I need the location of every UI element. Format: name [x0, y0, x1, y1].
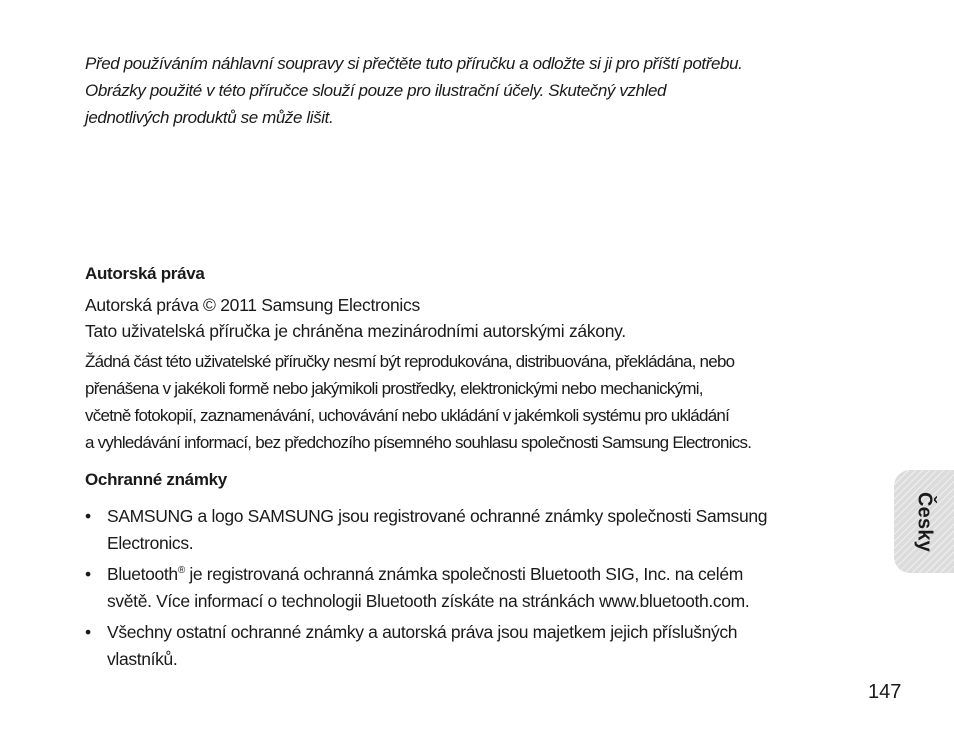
registered-mark: ® [177, 565, 185, 576]
intro-note [85, 50, 905, 131]
paragraph-line: Žádná část této uživatelské příručky nesmí být reprodukována, distribuována, překládána, nebo [85, 352, 735, 371]
copyright-notice: Autorská práva © 2011 Samsung Electronics [85, 295, 420, 315]
language-tab [894, 470, 954, 573]
copyright-law-statement: Tato uživatelská příručka je chráněna mezinárodními autorskými zákony. [85, 321, 626, 341]
language-tab-label: Česky [913, 491, 936, 552]
intro-line: jednotlivých produktů se může lišit. [85, 108, 334, 127]
item-line: Electronics. [107, 533, 194, 553]
page-number: 147 [868, 681, 902, 703]
item-line [107, 561, 875, 588]
copyright-paragraph [85, 348, 885, 456]
paragraph-line: včetně fotokopií, zaznamenávání, uchovávání nebo ukládání v jakémkoli systému pro ukládání [85, 406, 730, 425]
item-line: světě. Více informací o technologii Bluetooth získáte na stránkách www.bluetooth.com. [107, 591, 750, 611]
copyright-heading: Autorská práva [85, 264, 205, 283]
list-item [85, 619, 875, 673]
intro-line: Obrázky použité v této příručce slouží pouze pro ilustrační účely. Skutečný vzhled [85, 81, 667, 100]
list-item [85, 503, 875, 557]
paragraph-line: přenášena v jakékoli formě nebo jakýmikoli prostředky, elektronickými nebo mechanickými, [85, 379, 703, 398]
item-line: SAMSUNG a logo SAMSUNG jsou registrované ochranné známky společnosti Samsung [107, 506, 768, 526]
bullet-icon: • [85, 564, 91, 584]
list-item [85, 561, 875, 615]
item-text: je registrovaná ochranná známka společnosti Bluetooth SIG, Inc. na celém [184, 564, 743, 584]
item-line: vlastníků. [107, 649, 178, 669]
trademarks-heading: Ochranné známky [85, 470, 227, 489]
intro-line: Před používáním náhlavní soupravy si přečtěte tuto příručku a odložte si ji pro příští potřebu. [85, 54, 743, 73]
bullet-icon: • [85, 506, 91, 526]
brand-name: Bluetooth [107, 564, 178, 584]
bullet-icon: • [85, 622, 91, 642]
item-line: Všechny ostatní ochranné známky a autorská práva jsou majetkem jejich příslušných [107, 622, 738, 642]
trademarks-list [85, 503, 875, 677]
paragraph-line: a vyhledávání informací, bez předchozího písemného souhlasu společnosti Samsung Electronics. [85, 433, 752, 452]
